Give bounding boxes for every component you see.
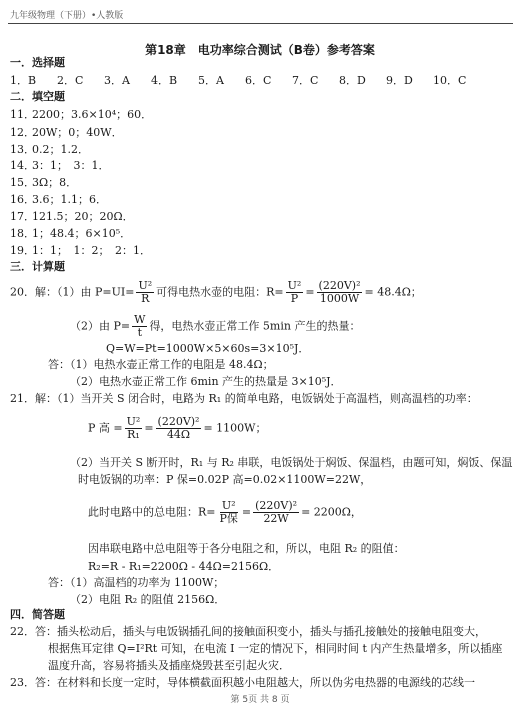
section-heading-calc: 三．计算题 xyxy=(10,260,65,273)
choice-answer: 9．D xyxy=(386,74,413,87)
fill-answer: 19．1：1； 1：2； 2：1． xyxy=(10,244,151,257)
choice-answer: 5．A xyxy=(198,74,224,87)
page-footer: 第 5页 共 8 页 xyxy=(230,695,290,705)
choice-answer: 8．D xyxy=(339,74,366,87)
fill-answer: 13．0.2；1.2． xyxy=(10,143,89,156)
choice-answers xyxy=(10,72,480,88)
q20-line4: 答：（1）电热水壶正常工作的电阻是 48.4Ω； xyxy=(48,358,274,371)
q21-line6: 因串联电路中总电阻等于各分电阻之和，所以，电阻 R₂ 的阻值： xyxy=(88,542,405,555)
choice-answer: 4．B xyxy=(151,74,178,87)
fill-answer: 11．2200；3.6×10⁴；60． xyxy=(10,108,153,121)
fill-answer: 14．3：1； 3：1． xyxy=(10,159,110,172)
header-divider xyxy=(8,23,513,24)
page-title: 第18章 电功率综合测试（B卷）参考答案 xyxy=(145,43,375,57)
fill-answer: 12．20W；0；40W． xyxy=(10,126,123,139)
q21-line4: 时电饭锅的功率：P 保=0.02P 高=0.02×1100W=22W， xyxy=(78,473,372,486)
q22-line1: 22．答：插头松动后，插头与电饭锅插孔间的接触面积变小，插头与插孔接触处的接触电阻变大， xyxy=(10,625,486,638)
q21-line7: R₂=R - R₁=2200Ω - 44Ω=2156Ω． xyxy=(88,560,280,573)
choice-answer: 6．C xyxy=(245,74,272,87)
choice-answer: 10．C xyxy=(433,74,467,87)
choice-answer: 3．A xyxy=(104,74,130,87)
page-header: 九年级物理（下册）•人教版 xyxy=(10,11,124,21)
q22-line3: 温度升高，容易将插头及插座烧毁甚至引起火灾． xyxy=(48,659,290,672)
q21-line5: 此时电路中的总电阻：R= $\frac{\text{U²}}{\text{P保}}$ = $\frac{\text{(220V)²}}{22W}$ = 2200Ω， xyxy=(88,499,362,525)
fill-answer: 18．1；48.4；6×10⁵． xyxy=(10,227,132,240)
q23-line1: 23．答：在材料和长度一定时，导体横截面积越小电阻越大，所以伪劣电热器的电源线的芯线一 xyxy=(10,676,475,689)
q20-line1: 20．解：（1）由 P=UI= $\frac{\text{U²}}{R}$ 可得电热水壶的电阻：R= $\frac{\text{U²}}{P}$ = $\frac{\text{(220V)²}}{1000W}$ = 48.4Ω； xyxy=(10,279,422,305)
section-heading-fill: 二．填空题 xyxy=(10,90,65,103)
q20-line5: （2）电热水壶正常工作 6min 产生的热量是 3×10⁵J． xyxy=(70,375,342,388)
q20-line2: （2）由 P= $\frac{W}{t}$ 得，电热水壶正常工作 5min 产生的热量： xyxy=(70,313,361,339)
section-heading-short: 四．简答题 xyxy=(10,608,65,621)
fill-answer: 15．3Ω；8． xyxy=(10,176,78,189)
q21-line8: 答：（1）高温档的功率为 1100W； xyxy=(48,576,225,589)
choice-answer: 2．C xyxy=(57,74,84,87)
q21-line9: （2）电阻 R₂ 的阻值 2156Ω． xyxy=(70,593,226,606)
fill-answer: 16．3.6；1.1；6． xyxy=(10,193,107,206)
q22-line2: 根据焦耳定律 Q=I²Rt 可知，在电流 I 一定的情况下，相同时间 t 内产生热量增多，所以插座 xyxy=(48,642,503,655)
choice-answer: 1．B xyxy=(10,74,37,87)
section-heading-choice: 一．选择题 xyxy=(10,56,65,69)
choice-answer: 7．C xyxy=(292,74,319,87)
q21-line3: （2）当开关 S 断开时，R₁ 与 R₂ 串联，电饭锅处于焖饭、保温档，由题可知，焖饭、保温 xyxy=(70,456,513,469)
q21-line2: P 高 = $\frac{\text{U²}}{\text{R₁}}$ = $\frac{\text{(220V)²}}{44\Omega}$ = 1100W； xyxy=(88,415,267,441)
fill-answer: 17．121.5；20；20Ω． xyxy=(10,210,134,223)
q20-line3: Q=W=Pt=1000W×5×60s=3×10⁵J． xyxy=(106,342,310,355)
q21-line1: 21．解：（1）当开关 S 闭合时，电路为 R₁ 的简单电路，电饭锅处于高温档，则高温档的功率： xyxy=(10,392,478,405)
